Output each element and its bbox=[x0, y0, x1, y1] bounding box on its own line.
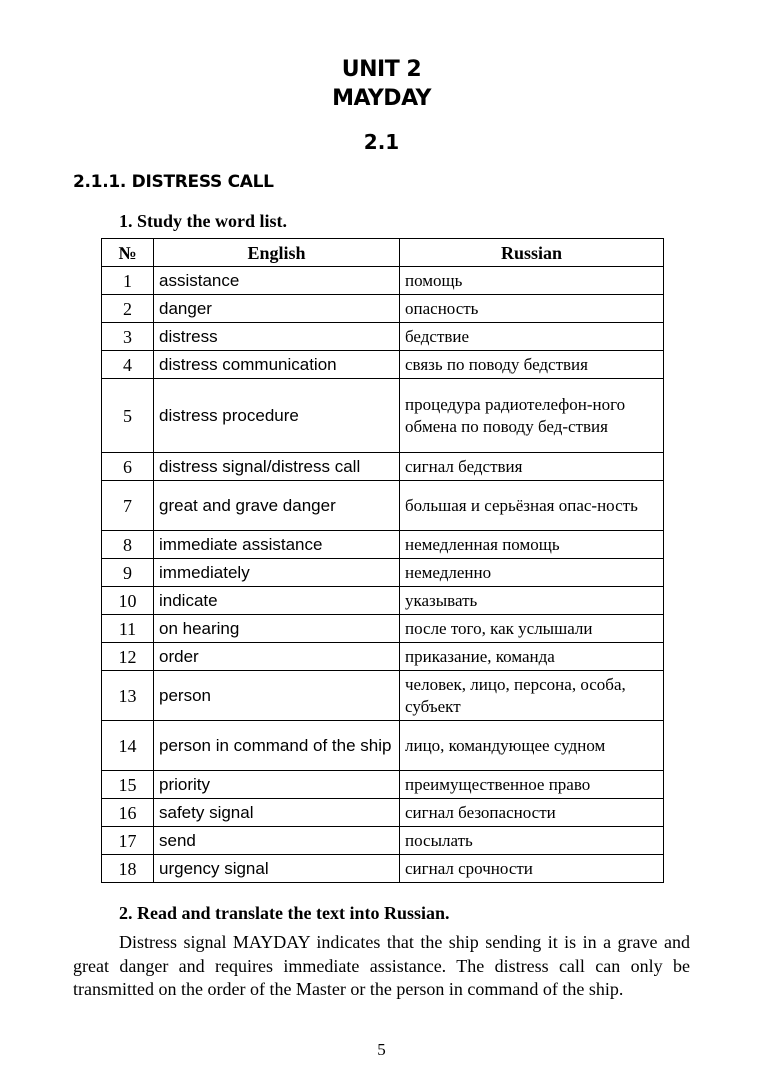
english-term: indicate bbox=[154, 587, 400, 615]
row-number: 17 bbox=[102, 827, 154, 855]
page-number: 5 bbox=[377, 1040, 386, 1059]
russian-term: немедленная помощь bbox=[400, 531, 664, 559]
english-term: great and grave danger bbox=[154, 481, 400, 531]
row-number: 8 bbox=[102, 531, 154, 559]
russian-term: преимущественное право bbox=[400, 771, 664, 799]
russian-term: человек, лицо, персона, особа, субъект bbox=[400, 671, 664, 721]
row-number: 3 bbox=[102, 323, 154, 351]
english-term: on hearing bbox=[154, 615, 400, 643]
row-number: 13 bbox=[102, 671, 154, 721]
russian-term: сигнал бедствия bbox=[400, 453, 664, 481]
russian-term: большая и серьёзная опас-ность bbox=[400, 481, 664, 531]
row-number: 16 bbox=[102, 799, 154, 827]
table-row bbox=[102, 379, 664, 453]
english-term: order bbox=[154, 643, 400, 671]
english-term: send bbox=[154, 827, 400, 855]
table-row bbox=[102, 453, 664, 481]
task-2-heading: 2. Read and translate the text into Russian. bbox=[119, 903, 450, 923]
russian-term: немедленно bbox=[400, 559, 664, 587]
row-number: 11 bbox=[102, 615, 154, 643]
english-term: immediately bbox=[154, 559, 400, 587]
russian-term: сигнал безопасности bbox=[400, 799, 664, 827]
english-term: distress bbox=[154, 323, 400, 351]
row-number: 4 bbox=[102, 351, 154, 379]
russian-term: бедствие bbox=[400, 323, 664, 351]
english-term: distress signal/distress call bbox=[154, 453, 400, 481]
task-1-heading: 1. Study the word list. bbox=[119, 211, 288, 231]
header-number: № bbox=[102, 239, 154, 267]
english-term: distress communication bbox=[154, 351, 400, 379]
table-row bbox=[102, 531, 664, 559]
table-row bbox=[102, 799, 664, 827]
english-term: immediate assistance bbox=[154, 531, 400, 559]
russian-term: посылать bbox=[400, 827, 664, 855]
table-row bbox=[102, 323, 664, 351]
unit-name: MAYDAY bbox=[332, 86, 431, 111]
table-row bbox=[102, 587, 664, 615]
table-header-row bbox=[102, 239, 664, 267]
row-number: 18 bbox=[102, 855, 154, 883]
row-number: 14 bbox=[102, 721, 154, 771]
table-row bbox=[102, 643, 664, 671]
russian-term: указывать bbox=[400, 587, 664, 615]
russian-term: после того, как услышали bbox=[400, 615, 664, 643]
unit-number: UNIT 2 bbox=[341, 57, 422, 82]
row-number: 5 bbox=[102, 379, 154, 453]
table-row bbox=[102, 295, 664, 323]
english-term: priority bbox=[154, 771, 400, 799]
english-term: assistance bbox=[154, 267, 400, 295]
header-english: English bbox=[154, 239, 400, 267]
table-row bbox=[102, 827, 664, 855]
row-number: 15 bbox=[102, 771, 154, 799]
table-row bbox=[102, 267, 664, 295]
english-term: urgency signal bbox=[154, 855, 400, 883]
russian-term: лицо, командующее судном bbox=[400, 721, 664, 771]
subsection-heading: 2.1.1. DISTRESS CALL bbox=[73, 172, 274, 192]
row-number: 2 bbox=[102, 295, 154, 323]
english-term: safety signal bbox=[154, 799, 400, 827]
unit-title bbox=[0, 55, 763, 113]
row-number: 1 bbox=[102, 267, 154, 295]
table-row bbox=[102, 771, 664, 799]
row-number: 6 bbox=[102, 453, 154, 481]
table-row bbox=[102, 671, 664, 721]
table-row bbox=[102, 351, 664, 379]
english-term: person bbox=[154, 671, 400, 721]
reading-paragraph: Distress signal MAYDAY indicates that the ship sending it is in a grave and great danger and requires immediate assistance. The distress call can only be transmitted on the order of the Master or the person in command of the ship. bbox=[73, 932, 690, 999]
table-row bbox=[102, 481, 664, 531]
section-number: 2.1 bbox=[363, 130, 400, 154]
table-row bbox=[102, 559, 664, 587]
word-list-table bbox=[101, 238, 664, 883]
russian-term: помощь bbox=[400, 267, 664, 295]
english-term: danger bbox=[154, 295, 400, 323]
russian-term: опасность bbox=[400, 295, 664, 323]
russian-term: процедура радиотелефон-ного обмена по поводу бед-ствия bbox=[400, 379, 664, 453]
russian-term: приказание, команда bbox=[400, 643, 664, 671]
russian-term: связь по поводу бедствия bbox=[400, 351, 664, 379]
russian-term: сигнал срочности bbox=[400, 855, 664, 883]
english-term: person in command of the ship bbox=[154, 721, 400, 771]
english-term: distress procedure bbox=[154, 379, 400, 453]
table-row bbox=[102, 855, 664, 883]
table-row bbox=[102, 615, 664, 643]
header-russian: Russian bbox=[400, 239, 664, 267]
row-number: 12 bbox=[102, 643, 154, 671]
row-number: 9 bbox=[102, 559, 154, 587]
row-number: 10 bbox=[102, 587, 154, 615]
row-number: 7 bbox=[102, 481, 154, 531]
table-row bbox=[102, 721, 664, 771]
